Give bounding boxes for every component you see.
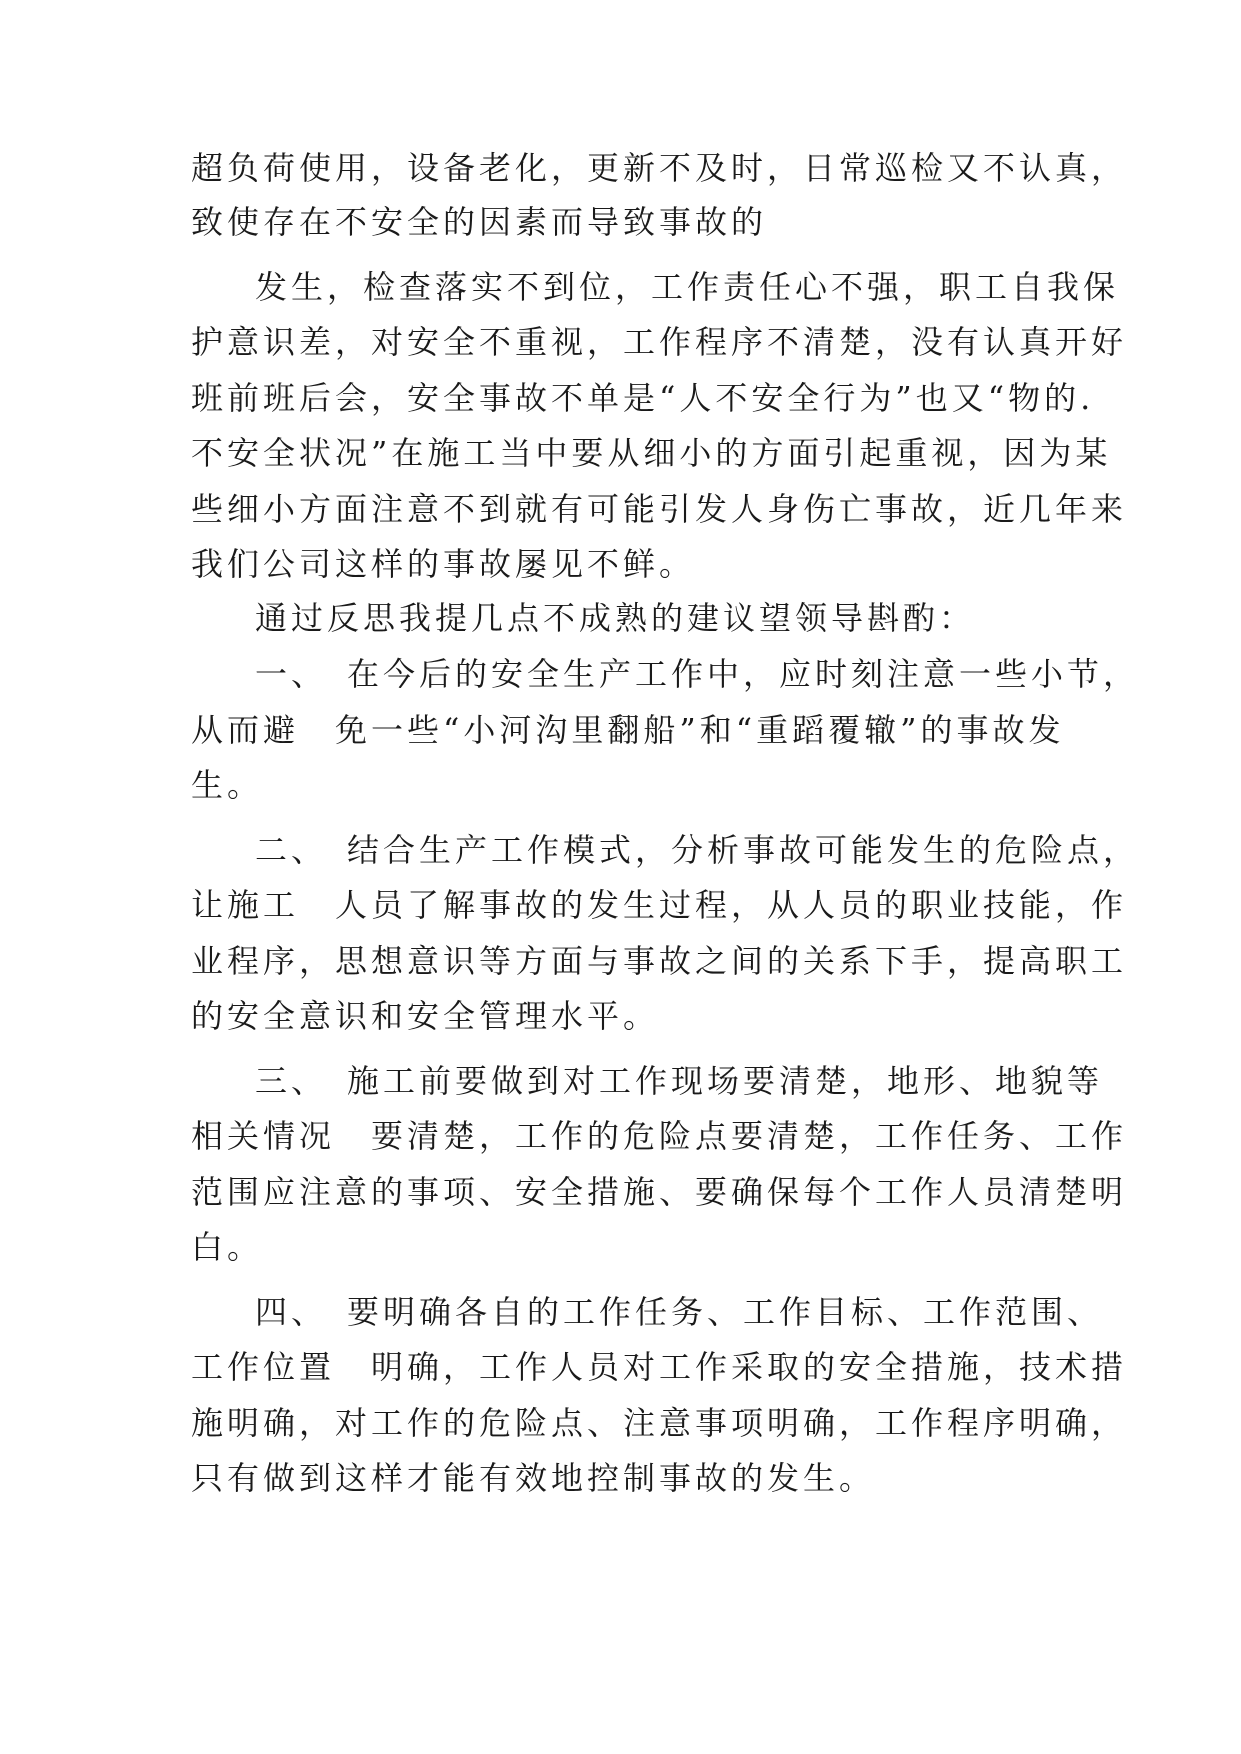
text-line: 相关情况 要清楚，工作的危险点要清楚，工作任务、工作	[191, 1117, 1128, 1155]
text-line: 超负荷使用，设备老化，更新不及时，日常巡检又不认真，	[191, 149, 1128, 187]
text-line: 工作位置 明确，工作人员对工作采取的安全措施，技术措	[191, 1348, 1128, 1386]
text-line: 我们公司这样的事故屡见不鲜。	[191, 545, 696, 583]
text-line: 发生，检查落实不到位，工作责任心不强，职工自我保	[255, 268, 1120, 306]
text-line: 白。	[191, 1228, 264, 1266]
text-line: 不安全状况”在施工当中要从细小的方面引起重视，因为某	[191, 434, 1112, 472]
text-line: 让施工 人员了解事故的发生过程，从人员的职业技能，作	[191, 886, 1128, 924]
text-line: 范围应注意的事项、安全措施、要确保每个工作人员清楚明	[191, 1173, 1128, 1211]
text-line: 致使存在不安全的因素而导致事故的	[191, 203, 768, 241]
text-line: 施明确，对工作的危险点、注意事项明确，工作程序明确，	[191, 1404, 1128, 1442]
text-line: 四、 要明确各自的工作任务、工作目标、工作范围、	[255, 1293, 1104, 1331]
text-line: 业程序，思想意识等方面与事故之间的关系下手，提高职工	[191, 942, 1128, 980]
text-line: 的安全意识和安全管理水平。	[191, 997, 660, 1035]
text-line: 生。	[191, 766, 264, 804]
text-line: 班前班后会，安全事故不单是“人不安全行为”也又“物的.	[191, 379, 1095, 417]
text-line: 只有做到这样才能有效地控制事故的发生。	[191, 1459, 876, 1497]
text-line: 通过反思我提几点不成熟的建议望领导斟酌：	[255, 599, 976, 637]
text-line: 些细小方面注意不到就有可能引发人身伤亡事故，近几年来	[191, 490, 1128, 528]
text-line: 一、 在今后的安全生产工作中，应时刻注意一些小节，	[255, 655, 1140, 693]
text-line: 二、 结合生产工作模式，分析事故可能发生的危险点，	[255, 831, 1140, 869]
text-line: 从而避 免一些“小河沟里翻船”和“重蹈覆辙”的事故发	[191, 711, 1065, 749]
text-line: 三、 施工前要做到对工作现场要清楚，地形、地貌等	[255, 1062, 1104, 1100]
text-line: 护意识差，对安全不重视，工作程序不清楚，没有认真开好	[191, 323, 1128, 361]
